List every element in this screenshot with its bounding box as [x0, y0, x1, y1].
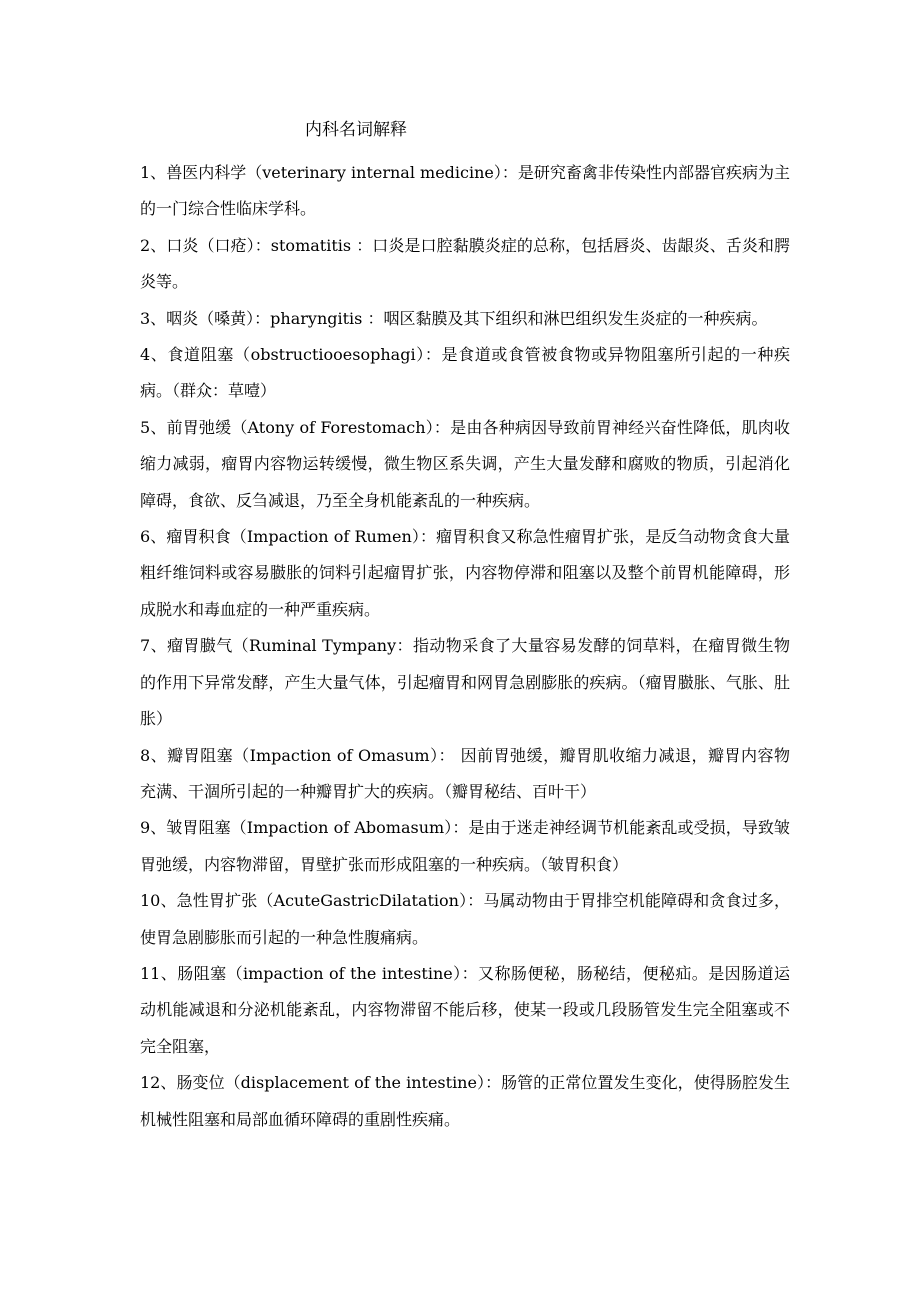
document-title: 内科名词解释 [305, 120, 407, 140]
entry-8: 8、瓣胃阻塞（Impaction of Omasum）： 因前胃弛缓，瓣胃肌收缩力减退，瓣胃内容物充满、干涸所引起的一种瓣胃扩大的疾病。（瓣胃秘结、百叶干） [140, 745, 790, 801]
entry-3: 3、咽炎（嗓黄）：pharyngitis ：咽区黏膜及其下组织和淋巴组织发生炎症的一种疾病。 [140, 308, 768, 328]
entry-6: 6、瘤胃积食（Impaction of Rumen）：瘤胃积食又称急性瘤胃扩张，是反刍动物贪食大量粗纤维饲料或容易臌胀的饲料引起瘤胃扩张，内容物停滞和阻塞以及整个前胃机能障碍，形成脱水和毒血症的一种严重疾病。 [140, 527, 790, 619]
entry-11: 11、肠阻塞（impaction of the intestine）：又称肠便秘，肠秘结，便秘疝。是因肠道运动机能减退和分泌机能紊乱，内容物滞留不能后移，使某一段或几段肠管发生完全阻塞或不完全阻塞， [140, 963, 790, 1056]
entry-1: 1、兽医内科学（veterinary internal medicine）：是研究畜禽非传染性内部器官疾病为主的一门综合性临床学科。 [140, 163, 790, 219]
entry-10: 10、急性胃扩张（AcuteGastricDilatation）：马属动物由于胃排空机能障碍和贪食过多，使胃急剧膨胀而引起的一种急性腹痛病。 [140, 891, 790, 947]
entry-9: 9、皱胃阻塞（Impaction of Abomasum）：是由于迷走神经调节机能紊乱或受损，导致皱胃弛缓，内容物滞留，胃壁扩张而形成阻塞的一种疾病。（皱胃积食） [140, 818, 790, 874]
entry-7: 7、瘤胃臌气（Ruminal Tympany：指动物采食了大量容易发酵的饲草料，在瘤胃微生物的作用下异常发酵，产生大量气体，引起瘤胃和网胃急剧膨胀的疾病。（瘤胃臌胀、气胀、肚胀） [140, 636, 790, 729]
entry-5: 5、前胃弛缓（Atony of Forestomach）：是由各种病因导致前胃神经兴奋性降低，肌肉收缩力减弱，瘤胃内容物运转缓慢，微生物区系失调，产生大量发酵和腐败的物质，引起消化障碍，食欲、反刍减退，乃至全身机能紊乱的一种疾病。 [140, 417, 790, 510]
entry-12: 12、肠变位（displacement of the intestine）：肠管的正常位置发生变化，使得肠腔发生机械性阻塞和局部血循环障碍的重剧性疾痛。 [140, 1073, 790, 1129]
entry-2: 2、口炎（口疮）：stomatitis ：口炎是口腔黏膜炎症的总称，包括唇炎、齿龈炎、舌炎和腭炎等。 [140, 235, 790, 292]
entry-4: 4、食道阻塞（obstructiooesophagi）：是食道或食管被食物或异物阻塞所引起的一种疾病。（群众：草噎） [140, 345, 790, 401]
entry-list [140, 155, 790, 1138]
